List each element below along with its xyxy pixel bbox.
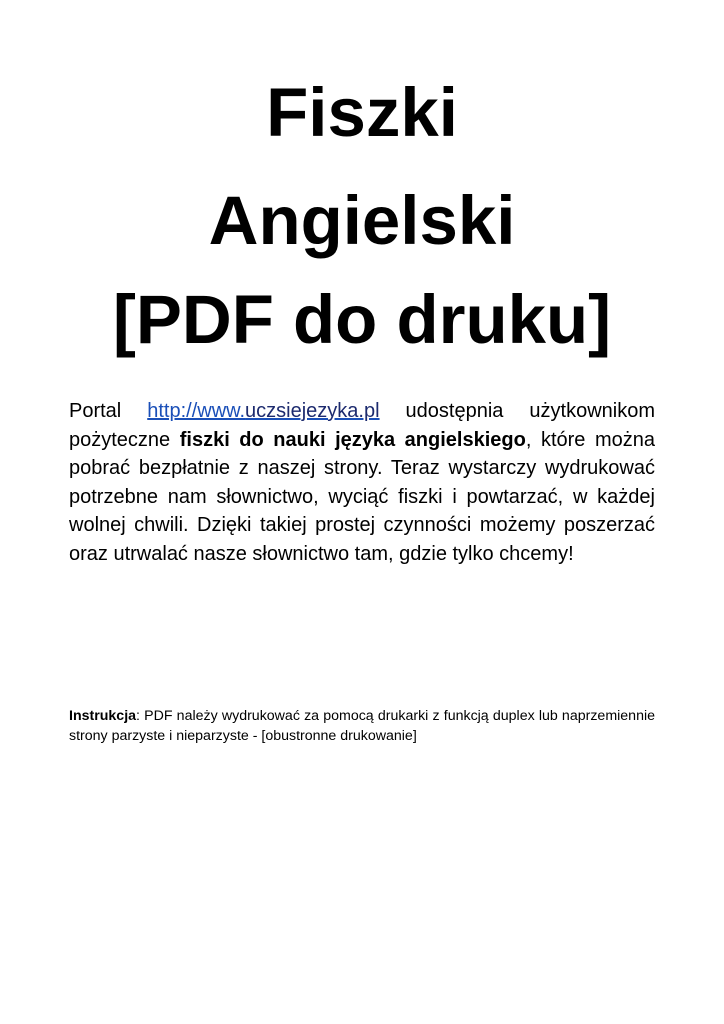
intro-bold-phrase: fiszki do nauki języka angielskiego	[179, 428, 526, 451]
title-line-1: Fiszki	[266, 74, 458, 151]
title-line-3: [PDF do druku]	[112, 281, 612, 358]
instruction-text: : PDF należy wydrukować za pomocą drukarki z funkcją duplex lub naprzemiennie strony parzyste i nieparzyste - [obustronne drukowanie]	[69, 708, 655, 744]
portal-link-domain: uczsiejezyka.pl	[245, 400, 380, 422]
instruction-label: Instrukcja	[69, 708, 137, 724]
intro-rest: , które można pobrać bezpłatnie z naszej strony. Teraz wystarczy wydrukować potrzebne nam słownictwo, wyciąć fiszki i powtarzać, w każdej wolnej chwili. Dzięki takiej prostej czynności możemy poszerzać oraz utrwalać nasze słownictwo tam, gdzie tylko chcemy!	[69, 428, 655, 565]
intro-prefix: Portal	[69, 400, 148, 422]
portal-link-protocol: http://www.	[147, 400, 246, 422]
title-line-2: Angielski	[208, 182, 516, 259]
instruction-paragraph	[69, 706, 655, 746]
intro-paragraph	[69, 397, 655, 569]
portal-link[interactable]	[147, 400, 379, 422]
intro-after-link: udostępnia użytkownikom pożyteczne	[69, 400, 655, 451]
